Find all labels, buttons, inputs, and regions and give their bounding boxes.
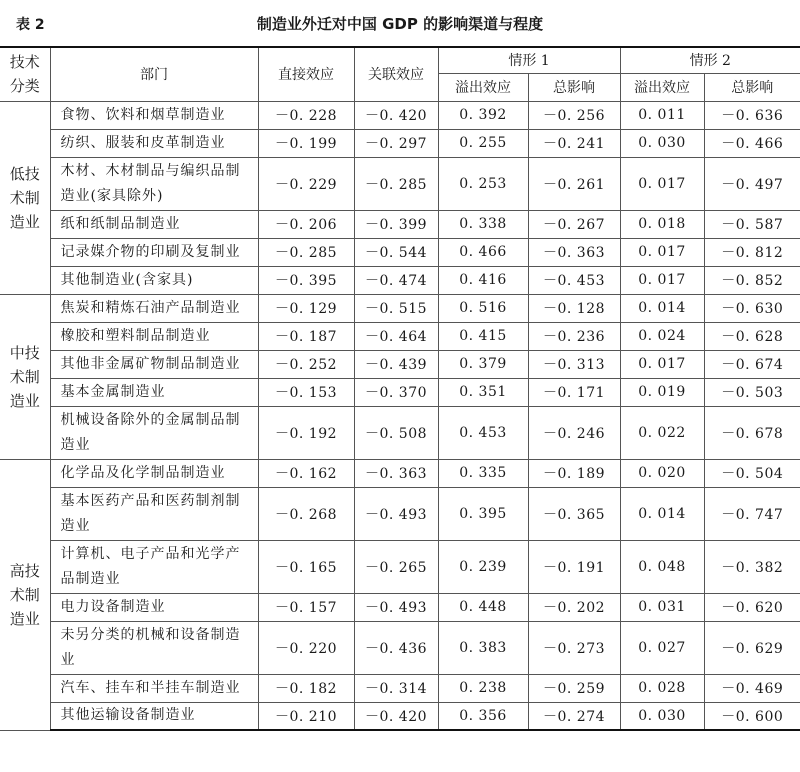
- header-linkage-effect: 关联效应: [354, 47, 438, 101]
- table-title: 制造业外迁对中国 GDP 的影响渠道与程度: [256, 15, 544, 33]
- direct-cell: －0. 229: [258, 157, 354, 210]
- s2-total-cell: －0. 636: [704, 101, 800, 129]
- s1-spillover-cell: 0. 383: [438, 621, 528, 674]
- sector-cell: 纺织、服装和皮革制造业: [50, 129, 258, 157]
- direct-cell: －0. 210: [258, 702, 354, 730]
- table-row: [0, 540, 800, 593]
- header-row-1: [0, 47, 800, 73]
- direct-cell: －0. 268: [258, 487, 354, 540]
- sector-cell: 其他非金属矿物制品制造业: [50, 350, 258, 378]
- sector-cell: 木材、木材制品与编织品制造业(家具除外): [50, 157, 258, 210]
- s1-total-cell: －0. 453: [528, 266, 620, 294]
- s1-total-cell: －0. 267: [528, 210, 620, 238]
- s1-spillover-cell: 0. 238: [438, 674, 528, 702]
- s2-total-cell: －0. 674: [704, 350, 800, 378]
- sector-cell: 其他制造业(含家具): [50, 266, 258, 294]
- s2-total-cell: －0. 678: [704, 406, 800, 459]
- header-s1-spillover: 溢出效应: [438, 73, 528, 101]
- s1-total-cell: －0. 274: [528, 702, 620, 730]
- direct-cell: －0. 129: [258, 294, 354, 322]
- direct-cell: －0. 395: [258, 266, 354, 294]
- sector-cell: 计算机、电子产品和光学产品制造业: [50, 540, 258, 593]
- s2-spillover-cell: 0. 019: [620, 378, 704, 406]
- s2-spillover-cell: 0. 027: [620, 621, 704, 674]
- s1-total-cell: －0. 259: [528, 674, 620, 702]
- sector-cell: 化学品及化学制品制造业: [50, 459, 258, 487]
- sector-cell: 食物、饮料和烟草制造业: [50, 101, 258, 129]
- s2-spillover-cell: 0. 031: [620, 593, 704, 621]
- s2-spillover-cell: 0. 024: [620, 322, 704, 350]
- direct-cell: －0. 182: [258, 674, 354, 702]
- header-sector: 部门: [50, 47, 258, 101]
- linkage-cell: －0. 420: [354, 101, 438, 129]
- direct-cell: －0. 252: [258, 350, 354, 378]
- s1-spillover-cell: 0. 335: [438, 459, 528, 487]
- table-row: [0, 101, 800, 129]
- table-row: [0, 129, 800, 157]
- s2-spillover-cell: 0. 017: [620, 350, 704, 378]
- header-category: 技术 分类: [0, 47, 50, 101]
- direct-cell: －0. 228: [258, 101, 354, 129]
- data-table: [0, 46, 800, 731]
- s2-spillover-cell: 0. 030: [620, 129, 704, 157]
- s2-spillover-cell: 0. 017: [620, 266, 704, 294]
- direct-cell: －0. 162: [258, 459, 354, 487]
- sector-cell: 汽车、挂车和半挂车制造业: [50, 674, 258, 702]
- s1-total-cell: －0. 128: [528, 294, 620, 322]
- linkage-cell: －0. 515: [354, 294, 438, 322]
- sector-cell: 未另分类的机械和设备制造业: [50, 621, 258, 674]
- direct-cell: －0. 285: [258, 238, 354, 266]
- table-row: [0, 459, 800, 487]
- linkage-cell: －0. 265: [354, 540, 438, 593]
- linkage-cell: －0. 363: [354, 459, 438, 487]
- linkage-cell: －0. 439: [354, 350, 438, 378]
- linkage-cell: －0. 493: [354, 593, 438, 621]
- table-row: [0, 406, 800, 459]
- s1-spillover-cell: 0. 466: [438, 238, 528, 266]
- linkage-cell: －0. 508: [354, 406, 438, 459]
- s1-total-cell: －0. 363: [528, 238, 620, 266]
- s2-total-cell: －0. 620: [704, 593, 800, 621]
- s2-spillover-cell: 0. 011: [620, 101, 704, 129]
- s1-total-cell: －0. 189: [528, 459, 620, 487]
- linkage-cell: －0. 544: [354, 238, 438, 266]
- table-row: [0, 322, 800, 350]
- s1-spillover-cell: 0. 379: [438, 350, 528, 378]
- linkage-cell: －0. 314: [354, 674, 438, 702]
- s1-total-cell: －0. 191: [528, 540, 620, 593]
- table-row: [0, 621, 800, 674]
- direct-cell: －0. 157: [258, 593, 354, 621]
- s2-spillover-cell: 0. 030: [620, 702, 704, 730]
- s1-spillover-cell: 0. 338: [438, 210, 528, 238]
- s1-spillover-cell: 0. 356: [438, 702, 528, 730]
- s2-total-cell: －0. 504: [704, 459, 800, 487]
- s2-total-cell: －0. 629: [704, 621, 800, 674]
- table-row: [0, 674, 800, 702]
- linkage-cell: －0. 493: [354, 487, 438, 540]
- s2-total-cell: －0. 812: [704, 238, 800, 266]
- s2-total-cell: －0. 747: [704, 487, 800, 540]
- linkage-cell: －0. 285: [354, 157, 438, 210]
- table-row: [0, 350, 800, 378]
- s2-spillover-cell: 0. 048: [620, 540, 704, 593]
- s1-spillover-cell: 0. 516: [438, 294, 528, 322]
- s1-total-cell: －0. 246: [528, 406, 620, 459]
- s1-spillover-cell: 0. 351: [438, 378, 528, 406]
- s1-total-cell: －0. 236: [528, 322, 620, 350]
- s1-spillover-cell: 0. 416: [438, 266, 528, 294]
- linkage-cell: －0. 420: [354, 702, 438, 730]
- s1-spillover-cell: 0. 448: [438, 593, 528, 621]
- linkage-cell: －0. 399: [354, 210, 438, 238]
- linkage-cell: －0. 436: [354, 621, 438, 674]
- s2-spillover-cell: 0. 022: [620, 406, 704, 459]
- s2-total-cell: －0. 382: [704, 540, 800, 593]
- s1-total-cell: －0. 171: [528, 378, 620, 406]
- table-row: [0, 378, 800, 406]
- s2-total-cell: －0. 587: [704, 210, 800, 238]
- header-direct-effect: 直接效应: [258, 47, 354, 101]
- table-caption: [0, 0, 800, 40]
- s1-total-cell: －0. 202: [528, 593, 620, 621]
- linkage-cell: －0. 370: [354, 378, 438, 406]
- s1-total-cell: －0. 273: [528, 621, 620, 674]
- table-row: [0, 238, 800, 266]
- table-row: [0, 157, 800, 210]
- direct-cell: －0. 153: [258, 378, 354, 406]
- s1-spillover-cell: 0. 415: [438, 322, 528, 350]
- s2-total-cell: －0. 469: [704, 674, 800, 702]
- s1-total-cell: －0. 365: [528, 487, 620, 540]
- table-row: [0, 593, 800, 621]
- sector-cell: 其他运输设备制造业: [50, 702, 258, 730]
- linkage-cell: －0. 464: [354, 322, 438, 350]
- header-s2-spillover: 溢出效应: [620, 73, 704, 101]
- direct-cell: －0. 206: [258, 210, 354, 238]
- s2-spillover-cell: 0. 017: [620, 238, 704, 266]
- category-mid-tech: 中技 术制 造业: [0, 294, 50, 459]
- linkage-cell: －0. 474: [354, 266, 438, 294]
- s1-spillover-cell: 0. 395: [438, 487, 528, 540]
- table-label: 表 2: [16, 17, 45, 33]
- table-row: [0, 294, 800, 322]
- s2-spillover-cell: 0. 028: [620, 674, 704, 702]
- sector-cell: 纸和纸制品制造业: [50, 210, 258, 238]
- s1-spillover-cell: 0. 239: [438, 540, 528, 593]
- s1-total-cell: －0. 256: [528, 101, 620, 129]
- table-row: [0, 487, 800, 540]
- header-s2-total: 总影响: [704, 73, 800, 101]
- s2-total-cell: －0. 466: [704, 129, 800, 157]
- direct-cell: －0. 199: [258, 129, 354, 157]
- s2-total-cell: －0. 503: [704, 378, 800, 406]
- sector-cell: 基本金属制造业: [50, 378, 258, 406]
- s1-spillover-cell: 0. 453: [438, 406, 528, 459]
- s1-spillover-cell: 0. 255: [438, 129, 528, 157]
- s2-total-cell: －0. 497: [704, 157, 800, 210]
- table-row: [0, 210, 800, 238]
- direct-cell: －0. 187: [258, 322, 354, 350]
- table-row: [0, 266, 800, 294]
- s2-spillover-cell: 0. 020: [620, 459, 704, 487]
- direct-cell: －0. 165: [258, 540, 354, 593]
- s2-spillover-cell: 0. 017: [620, 157, 704, 210]
- category-high-tech: 高技 术制 造业: [0, 459, 50, 730]
- direct-cell: －0. 220: [258, 621, 354, 674]
- sector-cell: 基本医药产品和医药制剂制造业: [50, 487, 258, 540]
- s2-spillover-cell: 0. 014: [620, 487, 704, 540]
- header-scenario-2: 情形 2: [620, 47, 800, 73]
- s2-spillover-cell: 0. 018: [620, 210, 704, 238]
- sector-cell: 电力设备制造业: [50, 593, 258, 621]
- direct-cell: －0. 192: [258, 406, 354, 459]
- sector-cell: 焦炭和精炼石油产品制造业: [50, 294, 258, 322]
- s1-total-cell: －0. 241: [528, 129, 620, 157]
- s1-total-cell: －0. 261: [528, 157, 620, 210]
- s2-total-cell: －0. 628: [704, 322, 800, 350]
- s2-spillover-cell: 0. 014: [620, 294, 704, 322]
- s2-total-cell: －0. 600: [704, 702, 800, 730]
- header-s1-total: 总影响: [528, 73, 620, 101]
- s2-total-cell: －0. 630: [704, 294, 800, 322]
- s1-spillover-cell: 0. 253: [438, 157, 528, 210]
- header-scenario-1: 情形 1: [438, 47, 620, 73]
- sector-cell: 橡胶和塑料制品制造业: [50, 322, 258, 350]
- s2-total-cell: －0. 852: [704, 266, 800, 294]
- sector-cell: 记录媒介物的印刷及复制业: [50, 238, 258, 266]
- category-low-tech: 低技 术制 造业: [0, 101, 50, 294]
- s1-total-cell: －0. 313: [528, 350, 620, 378]
- s1-spillover-cell: 0. 392: [438, 101, 528, 129]
- sector-cell: 机械设备除外的金属制品制造业: [50, 406, 258, 459]
- table-row: [0, 702, 800, 730]
- linkage-cell: －0. 297: [354, 129, 438, 157]
